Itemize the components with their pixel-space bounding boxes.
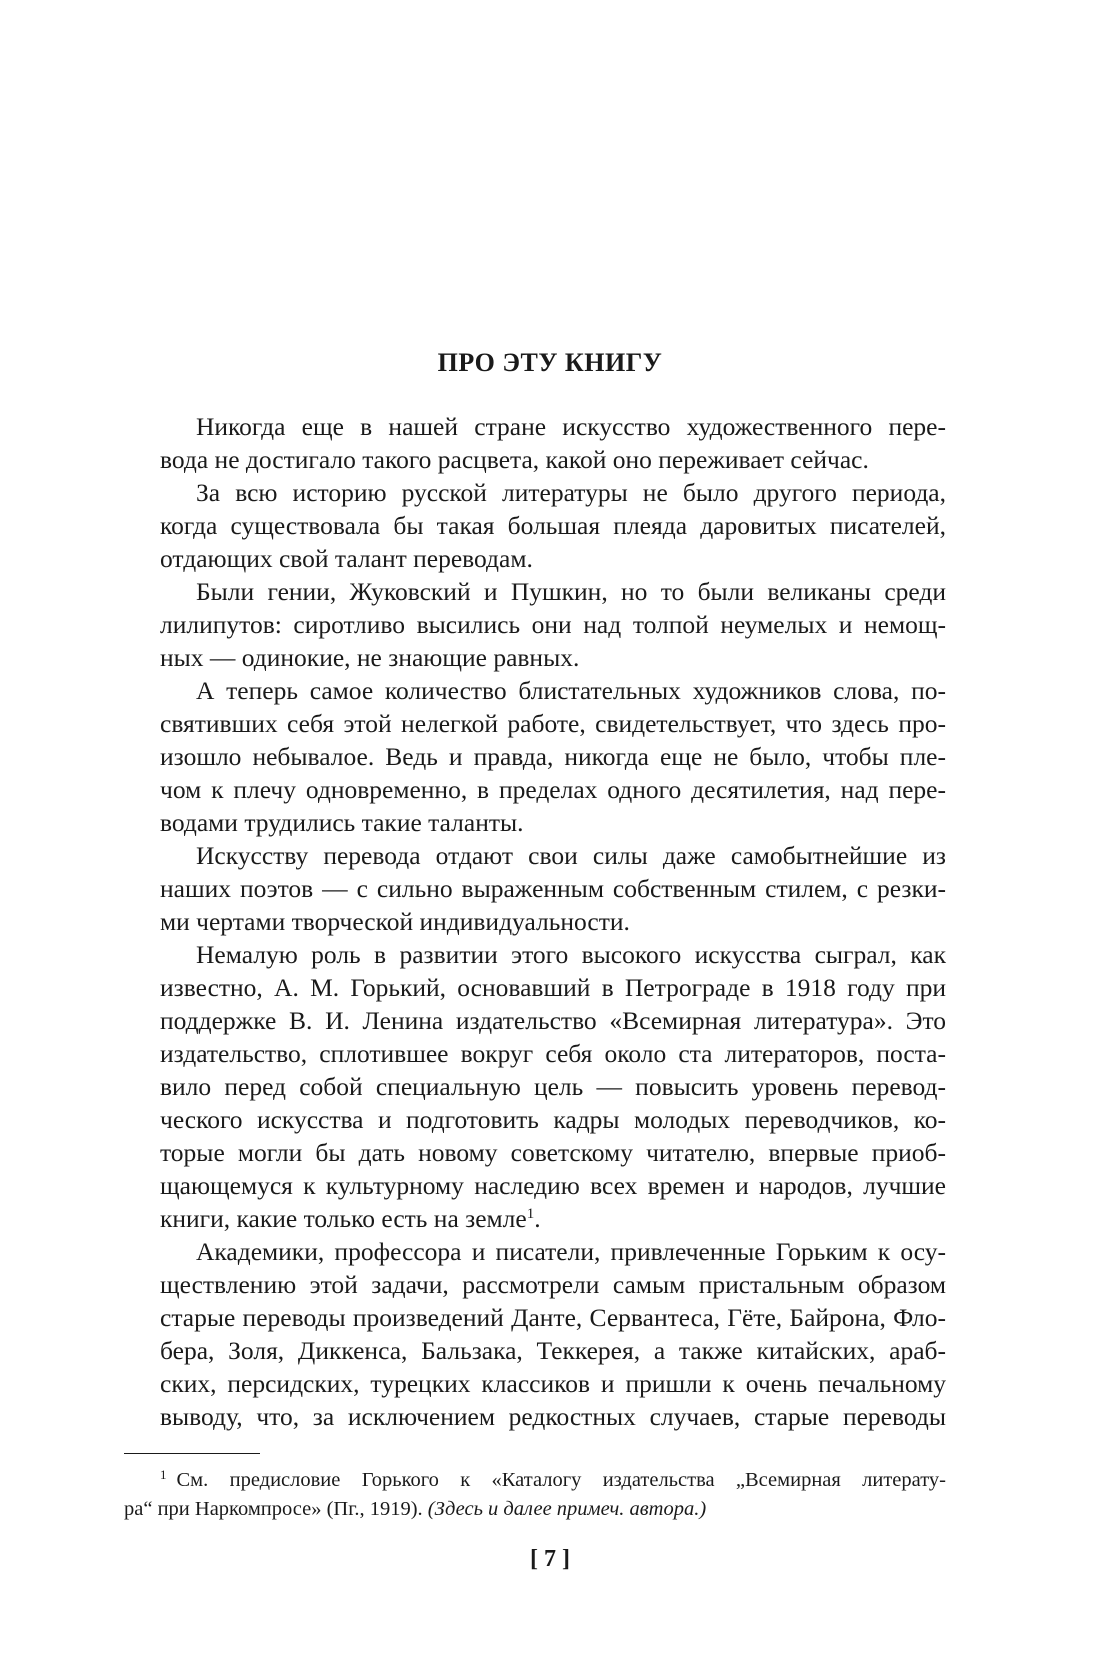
text-line: Искусству перевода отдают свои силы даже самобытнейшие из: [196, 841, 946, 870]
text-line: выводу, что, за исключением редкостных случаев, старые переводы: [160, 1402, 946, 1431]
text-line-content: книги, какие только есть на земле: [160, 1204, 527, 1233]
text-line: поддержке В. И. Ленина издательство «Всемирная литература». Это: [160, 1006, 946, 1035]
chapter-title: ПРО ЭТУ КНИГУ: [437, 348, 663, 377]
text-line: Были гении, Жуковский и Пушкин, но то были великаны среди: [196, 577, 946, 606]
paragraph: [124, 575, 946, 674]
footnote-reference[interactable]: 1: [526, 1206, 535, 1222]
text-line: щающемуся к культурному наследию всех времен и народов, лучшие: [160, 1171, 946, 1200]
text-line: ми чертами творческой индивидуальности.: [160, 907, 630, 936]
text-line: А теперь самое количество блистательных художников слова, по-: [196, 676, 946, 705]
page-number: [ 7 ]: [530, 1546, 570, 1572]
text-line: торые могли бы дать новому советскому читателю, впервые приоб-: [160, 1138, 946, 1167]
text-line: Академики, профессора и писатели, привлеченные Горьким к осу-: [196, 1237, 946, 1266]
text-line: святивших себя этой нелегкой работе, свидетельствует, что здесь про-: [160, 709, 946, 738]
footnote-note: (Здесь и далее примеч. автора.): [427, 1498, 707, 1520]
text-line: За всю историю русской литературы не было другого периода,: [196, 478, 946, 507]
text-line: вило перед собой специальную цель — повысить уровень перевод-: [160, 1072, 946, 1101]
footnote-mark: 1: [160, 1467, 167, 1482]
text-line: отдающих свой талант переводам.: [160, 544, 533, 573]
footnote: [124, 1466, 946, 1524]
text-line: известно, А. М. Горький, основавший в Петрограде в 1918 году при: [160, 973, 946, 1002]
text-line: чом к плечу одновременно, в пределах одного десятилетия, над пере-: [160, 775, 946, 804]
footnote-line: [124, 1495, 946, 1524]
text-line: [124, 1202, 946, 1235]
text-line: ществлению этой задачи, рассмотрели самым пристальным образом: [160, 1270, 946, 1299]
text-line: Никогда еще в нашей стране искусство художественного пере-: [196, 412, 946, 441]
text-line: вода не достигало такого расцвета, какой оно переживает сейчас.: [160, 445, 869, 474]
text-line: бера, Золя, Диккенса, Бальзака, Теккерея, а также китайских, араб-: [160, 1336, 946, 1365]
text-line: издательство, сплотившее вокруг себя около ста литераторов, поста-: [160, 1039, 946, 1068]
text-line: когда существовала бы такая большая плеяда даровитых писателей,: [160, 511, 946, 540]
text-line: водами трудились такие таланты.: [160, 808, 524, 837]
text-line: ских, персидских, турецких классиков и пришли к очень печальному: [160, 1369, 946, 1398]
paragraph: [124, 476, 946, 575]
body-text: [124, 410, 946, 1433]
paragraph: [124, 938, 946, 1235]
paragraph: [124, 839, 946, 938]
paragraph: [124, 410, 946, 476]
text-line: изошло небывалое. Ведь и правда, никогда еще не было, чтобы пле-: [160, 742, 946, 771]
text-line-end: .: [534, 1204, 541, 1233]
paragraph: [124, 1235, 946, 1433]
footnote-text: См. предисловие Горького к «Каталогу издательства „Всемирная литерату-: [176, 1469, 946, 1491]
text-line: ческого искусства и подготовить кадры молодых переводчиков, ко-: [160, 1105, 946, 1134]
text-line: Немалую роль в развитии этого высокого искусства сыграл, как: [196, 940, 946, 969]
text-line: лилипутов: сиротливо высились они над толпой неумелых и немощ-: [160, 610, 946, 639]
text-line: наших поэтов — с сильно выраженным собственным стилем, с резки-: [160, 874, 946, 903]
footnote-separator: [124, 1453, 260, 1454]
footnote-line: [124, 1466, 946, 1495]
footnote-text: ра“ при Наркомпросе» (Пг., 1919).: [124, 1498, 428, 1520]
text-line: ных — одинокие, не знающие равных.: [160, 643, 580, 672]
paragraph: [124, 674, 946, 839]
text-line: старые переводы произведений Данте, Сервантеса, Гёте, Байрона, Фло-: [160, 1303, 946, 1332]
